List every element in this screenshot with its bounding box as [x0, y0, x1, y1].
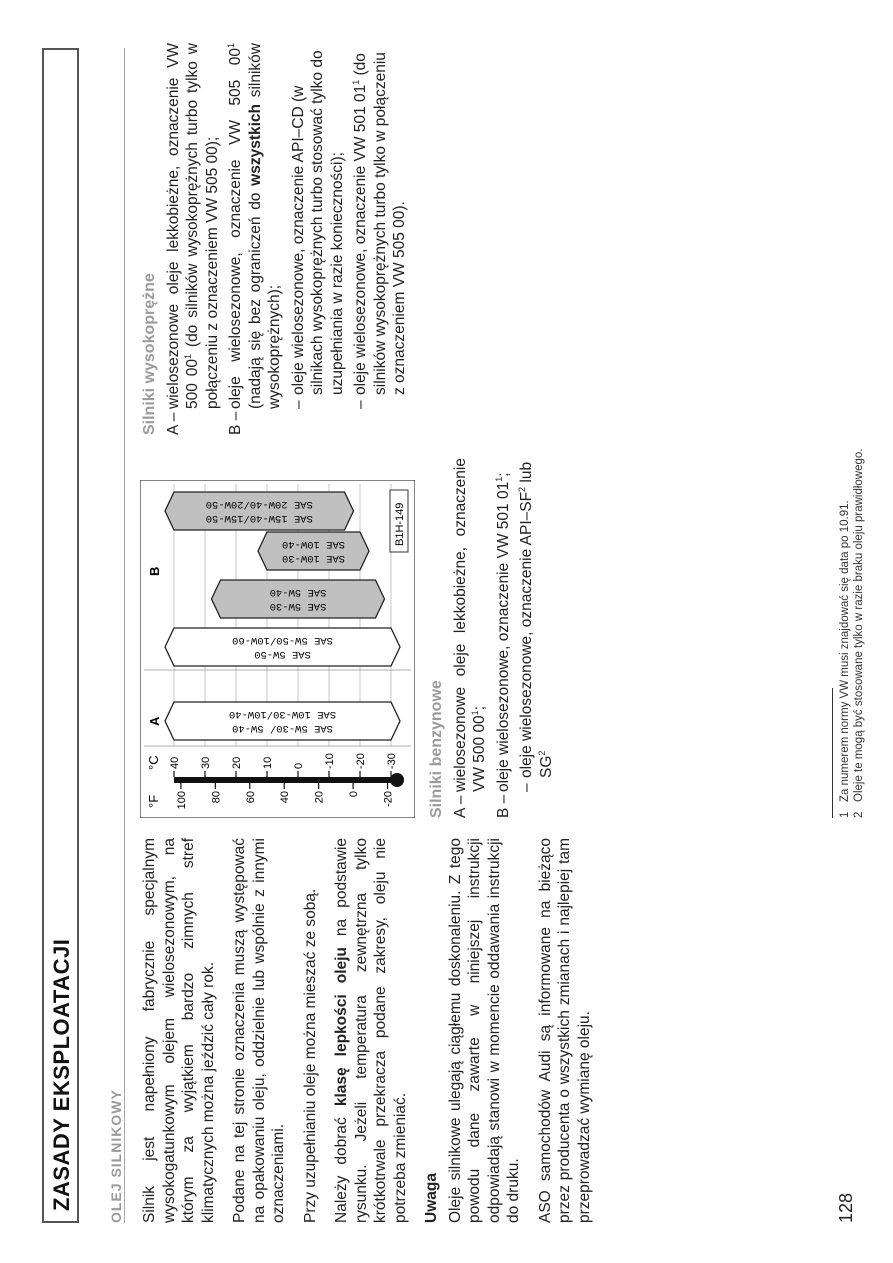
petrol-b-end: ;: [494, 472, 512, 477]
diesel-sub-2: [351, 43, 410, 409]
petrol-a-sup: 1: [469, 710, 480, 716]
c-tick-label: -10: [324, 753, 336, 769]
f-tick-label: 40: [279, 791, 292, 804]
group-a-label: A: [147, 716, 162, 726]
oil-bar-label: SAE 5W-40: [269, 586, 327, 598]
footnotes: [838, 118, 866, 818]
oil-viscosity-chart: [140, 480, 415, 818]
oil-bar-label: SAE 5W-50: [254, 648, 311, 660]
petrol-sub-sup2: 2: [536, 750, 547, 756]
f-tick-label: 60: [244, 791, 257, 804]
diesel-b-body: oleje wielosezonowe, oznaczenie VW 505 00: [227, 48, 244, 409]
page-title: ZASADY EKSPLOATACJI: [49, 938, 74, 1211]
intro-p4-bold: klasę lepkości oleju: [333, 947, 350, 1107]
c-tick-label: -30: [386, 753, 398, 769]
petrol-item-b-sub: [517, 458, 556, 792]
diesel-a-sup: 1: [182, 353, 193, 359]
oil-bar-label: SAE 10W-30/10W-40: [228, 708, 337, 720]
c-tick-label: 10: [262, 756, 274, 769]
petrol-a-end: ;: [471, 705, 488, 711]
footnote-1-text: Za numerem normy VW musi znajdować się data po 10.91.: [839, 500, 851, 802]
petrol-engines: [427, 458, 560, 818]
diesel-a-body-2: (do silników wysokoprężnych turbo tylko w połączeniu z oznaczeniem VW 505 00);: [184, 43, 221, 409]
petrol-a-text: [451, 458, 490, 792]
footnote-1: [838, 118, 852, 818]
petrol-title: Silniki benzynowe: [428, 680, 445, 818]
footnote-2: [852, 118, 866, 818]
petrol-item-a: [451, 458, 490, 818]
intro-paragraph-2: Podane na tej stronie oznaczenia muszą występować na opakowaniu oleju, oddzielnie lub wspólnie z innymi oznaczeniami.: [231, 838, 287, 1223]
diesel-item-a: [164, 43, 223, 435]
diesel-s2-label: –: [352, 400, 369, 409]
diesel-s2-body-2: (do silników wysokoprężnych turbo tylko w połączeniu z oznaczeniem VW 505 00).: [352, 52, 408, 395]
diesel-engines: [140, 43, 414, 435]
petrol-sub-a: oleje wielosezonowe, oznaczenie API–SF: [518, 491, 535, 778]
oil-bar-label: SAE 5W-50/10W-60: [232, 634, 333, 646]
diesel-s1-text: oleje wielosezonowe, oznaczenie API–CD (w silnikach wysokoprężnych turbo stosować tylko do uzupełniania w razie konieczności);: [289, 50, 346, 395]
note-title: Uwaga: [423, 1173, 440, 1223]
diesel-b-bold: wszystkich: [246, 103, 264, 186]
diesel-item-b: [226, 43, 285, 435]
oil-bar-label: SAE 10W-30: [281, 552, 346, 564]
oil-bar-label: SAE 5W-30/ 5W-40: [232, 722, 333, 734]
diesel-a-label: A –: [164, 412, 182, 435]
diesel-a-text: [164, 43, 223, 409]
diesel-b-body-2: (nadają się bez ograniczeń do: [246, 185, 264, 409]
petrol-sub-label: –: [518, 783, 535, 792]
oil-viscosity-chart-svg: [140, 480, 415, 818]
petrol-a-body: wielosezonowe oleje lekkobieżne, oznaczenie VW 500 00: [451, 458, 488, 792]
diesel-s2-body: oleje wielosezonowe, oznaczenie VW 501 01: [352, 84, 369, 395]
c-tick-label: 0: [293, 762, 305, 769]
c-tick-label: 40: [169, 756, 181, 769]
group-b-label: B: [147, 566, 162, 576]
section-title: OLEJ SILNIKOWY: [108, 1089, 124, 1223]
petrol-b-text: [494, 458, 514, 792]
intro-column: [140, 838, 606, 1223]
thermometer-bulb: [390, 773, 404, 787]
footnote-1-number: 1: [839, 811, 851, 818]
diesel-s2-text: [351, 43, 410, 395]
diesel-title: Silniki wysokoprężne: [141, 273, 158, 435]
intro-paragraph-4: [332, 838, 410, 1223]
page-number: 128: [836, 1192, 856, 1223]
figure-code: B1H-149: [394, 502, 406, 546]
footnote-2-text: Oleje te mogą być stosowane tylko w razie braku oleju prawidłowego.: [853, 448, 865, 802]
diesel-b-body-3: silników wysokoprężnych);: [246, 43, 283, 409]
petrol-sub-b: lub SG: [518, 461, 555, 778]
diesel-s1-label: –: [289, 400, 307, 409]
c-tick-label: 20: [231, 756, 243, 769]
intro-paragraph-3: Przy uzupełnianiu oleje można mieszać ze sobą.: [301, 888, 319, 1223]
intro-p4-text-a: Należy dobrać: [333, 1106, 350, 1223]
diesel-s2-sup: 1: [350, 79, 361, 85]
f-tick-label: -20: [382, 791, 395, 807]
c-tick-label: -20: [355, 753, 367, 769]
diesel-b-sup: 1: [225, 43, 236, 49]
note-paragraph-2: ASO samochodów Audi są informowane na bieżąco przez producenta o wszystkich zmianach i najlepiej tam przeprowadzać wymianę oleju.: [536, 838, 593, 1223]
petrol-b-label: B –: [494, 794, 512, 818]
oil-bar-label: SAE 15W-40/15W-50: [205, 512, 313, 524]
c-tick-label: 30: [200, 756, 212, 769]
axis-c-label: °C: [146, 755, 161, 770]
petrol-item-b: [494, 458, 514, 818]
f-tick-label: 100: [175, 791, 188, 810]
oil-bar-label: SAE 5W-30: [269, 600, 327, 612]
petrol-a-label: A –: [451, 795, 469, 818]
petrol-sub-sup1: 2: [516, 486, 527, 492]
note-paragraph-1: Oleje silnikowe ulegają ciągłemu doskonaleniu. Z tego powodu dane zawarte w niniejszej instrukcji odpowiadają stanowi w momencie oddawania instrukcji do druku.: [446, 838, 522, 1223]
header-box: [42, 48, 79, 1223]
section-rule: [124, 48, 125, 1223]
petrol-sub-text: [517, 458, 556, 778]
axis-f-label: °F: [146, 794, 161, 808]
petrol-b-sup: 1: [493, 476, 504, 482]
f-tick-label: 0: [348, 791, 361, 798]
diesel-b-text: [226, 43, 285, 409]
footnote-2-number: 2: [853, 811, 865, 818]
intro-paragraph-1: Silnik jest napełniony fabrycznie specjalnym wysokogatunkowym olejem wielosezonowym, na którym za wyjątkiem bardzo zimnych stref klimatycznych można jeździć cały rok.: [141, 838, 217, 1223]
oil-bar-label: SAE 20W-40/20W-50: [205, 498, 313, 510]
petrol-b-body: oleje wielosezonowe, oznaczenie VW 501 01: [494, 481, 512, 792]
oil-bar-label: SAE 10W-40: [281, 538, 346, 550]
footnote-rule: [832, 688, 833, 818]
f-tick-label: 20: [313, 791, 326, 804]
diesel-a-body: wielosezonowe oleje lekkobieżne, oznaczenie VW 500 00: [164, 43, 201, 409]
diesel-sub-1: [289, 43, 348, 409]
diesel-b-label: B –: [227, 411, 244, 435]
intro-p4-text-b: na podstawie rysunku. Jeżeli temperatura zewnętrzna tylko krótkotrwale przekracza podane zakresy, oleju nie potrzeba zmieniać.: [333, 837, 409, 1223]
f-tick-label: 80: [210, 791, 223, 804]
